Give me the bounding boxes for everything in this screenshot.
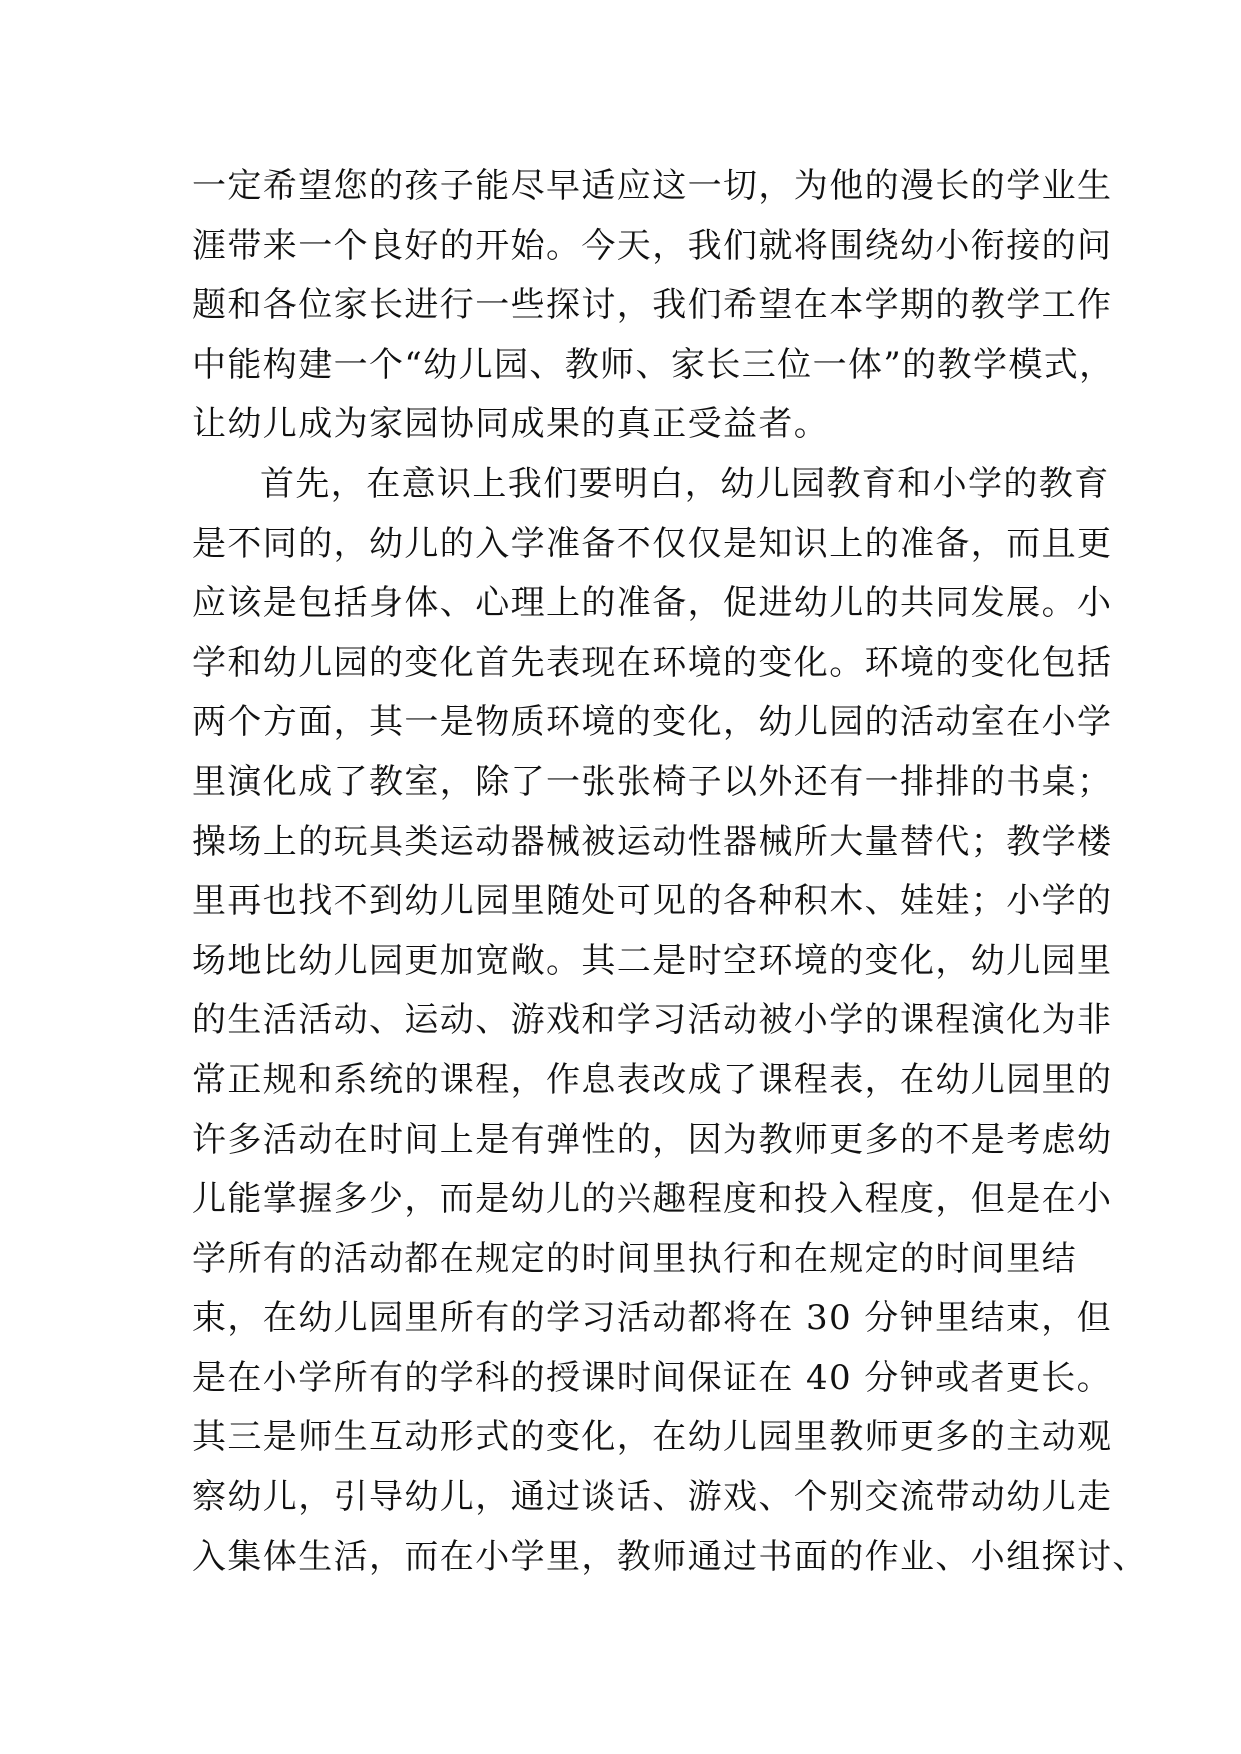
text-line-2: 涯带来一个良好的开始。今天，我们就将围绕幼小衔接的问 [192, 225, 1113, 266]
text-line-20: 束，在幼儿园里所有的学习活动都将在 30 分钟里结束，但 [192, 1298, 1113, 1339]
text-line-16: 常正规和系统的课程，作息表改成了课程表，在幼儿园里的 [192, 1059, 1113, 1100]
body-text [192, 157, 1148, 1587]
text-line-13: 里再也找不到幼儿园里随处可见的各种积木、娃娃；小学的 [192, 881, 1113, 922]
text-line-12: 操场上的玩具类运动器械被运动性器械所大量替代；教学楼 [192, 821, 1113, 862]
text-line-4: 中能构建一个“幼儿园、教师、家长三位一体”的教学模式， [192, 344, 1115, 385]
text-line-5: 让幼儿成为家园协同成果的真正受益者。 [192, 404, 830, 445]
text-line-8: 应该是包括身体、心理上的准备，促进幼儿的共同发展。小 [192, 583, 1113, 624]
text-line-1: 一定希望您的孩子能尽早适应这一切，为他的漫长的学业生 [192, 166, 1113, 206]
text-line-17: 许多活动在时间上是有弹性的，因为教师更多的不是考虑幼 [192, 1119, 1113, 1160]
paragraph-start-line: 首先，在意识上我们要明白，幼儿园教育和小学的教育 [260, 463, 1110, 504]
text-line-7: 是不同的，幼儿的入学准备不仅仅是知识上的准备，而且更 [192, 523, 1113, 564]
text-line-11: 里演化成了教室，除了一张张椅子以外还有一排排的书桌； [192, 761, 1113, 802]
text-line-19: 学所有的活动都在规定的时间里执行和在规定的时间里结 [192, 1238, 1077, 1279]
text-line-23: 察幼儿，引导幼儿，通过谈话、游戏、个别交流带动幼儿走 [192, 1477, 1113, 1518]
text-line-21: 是在小学所有的学科的授课时间保证在 40 分钟或者更长。 [192, 1357, 1113, 1398]
text-line-14: 场地比幼儿园更加宽敞。其二是时空环境的变化，幼儿园里 [192, 940, 1113, 981]
text-line-24: 入集体生活，而在小学里，教师通过书面的作业、小组探讨、 [192, 1536, 1148, 1577]
text-line-15: 的生活活动、运动、游戏和学习活动被小学的课程演化为非 [192, 1000, 1113, 1041]
text-line-10: 两个方面，其一是物质环境的变化，幼儿园的活动室在小学 [192, 702, 1113, 743]
text-line-3: 题和各位家长进行一些探讨，我们希望在本学期的教学工作 [192, 285, 1113, 326]
text-line-18: 儿能掌握多少，而是幼儿的兴趣程度和投入程度，但是在小 [192, 1179, 1113, 1220]
text-line-22: 其三是师生互动形式的变化，在幼儿园里教师更多的主动观 [192, 1417, 1113, 1458]
text-line-9: 学和幼儿园的变化首先表现在环境的变化。环境的变化包括 [192, 642, 1113, 683]
